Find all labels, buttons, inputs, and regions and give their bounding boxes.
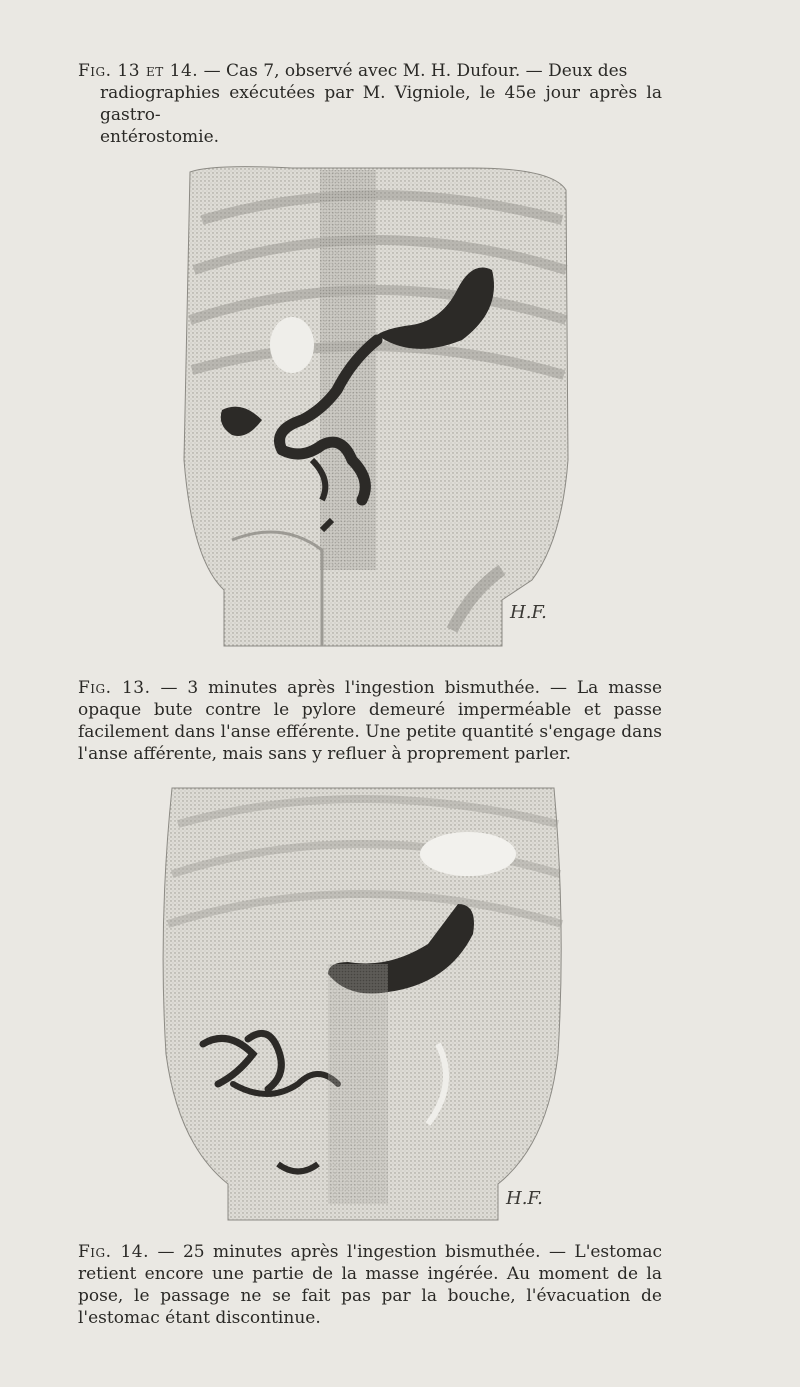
figure-14-caption: [78, 1241, 662, 1329]
figure-group-label: Fig. 13 et 14.: [78, 61, 199, 81]
figure-group-text-line2: radiographies exécutées par M. Vigniole, le 45e jour après la gastro-: [100, 83, 662, 125]
figure-group-text-line3: entérostomie.: [100, 127, 220, 147]
radiograph-figure-13: [172, 160, 582, 650]
illustrator-signature-14: H.F.: [506, 1188, 543, 1209]
illustrator-signature-13: H.F.: [510, 602, 547, 623]
figure-13-text: — 3 minutes après l'ingestion bismuthée. — La masse opaque bute contre le pylore demeuré imperméable et passe facilement dans l'anse efférente. Une petite quantité s'engage dans l'anse afférente, mais sans y refluer à proprement parler.: [78, 678, 663, 764]
figure-13-label: Fig. 13.: [78, 678, 151, 698]
figure-group-text-line1: — Cas 7, observé avec M. H. Dufour. — Deux des: [198, 61, 628, 81]
figure-13-caption: [78, 677, 662, 765]
figure-group-caption: [78, 60, 662, 148]
radiograph-figure-14: [158, 784, 570, 1224]
figure-14-label: Fig. 14.: [78, 1242, 150, 1262]
figure-14-text: — 25 minutes après l'ingestion bismuthée. — L'estomac retient encore une partie de la masse ingérée. Au moment de la pose, le passage ne se fait pas par la bouche, l'évacuation de l'estomac étant discontinue.: [78, 1242, 663, 1328]
